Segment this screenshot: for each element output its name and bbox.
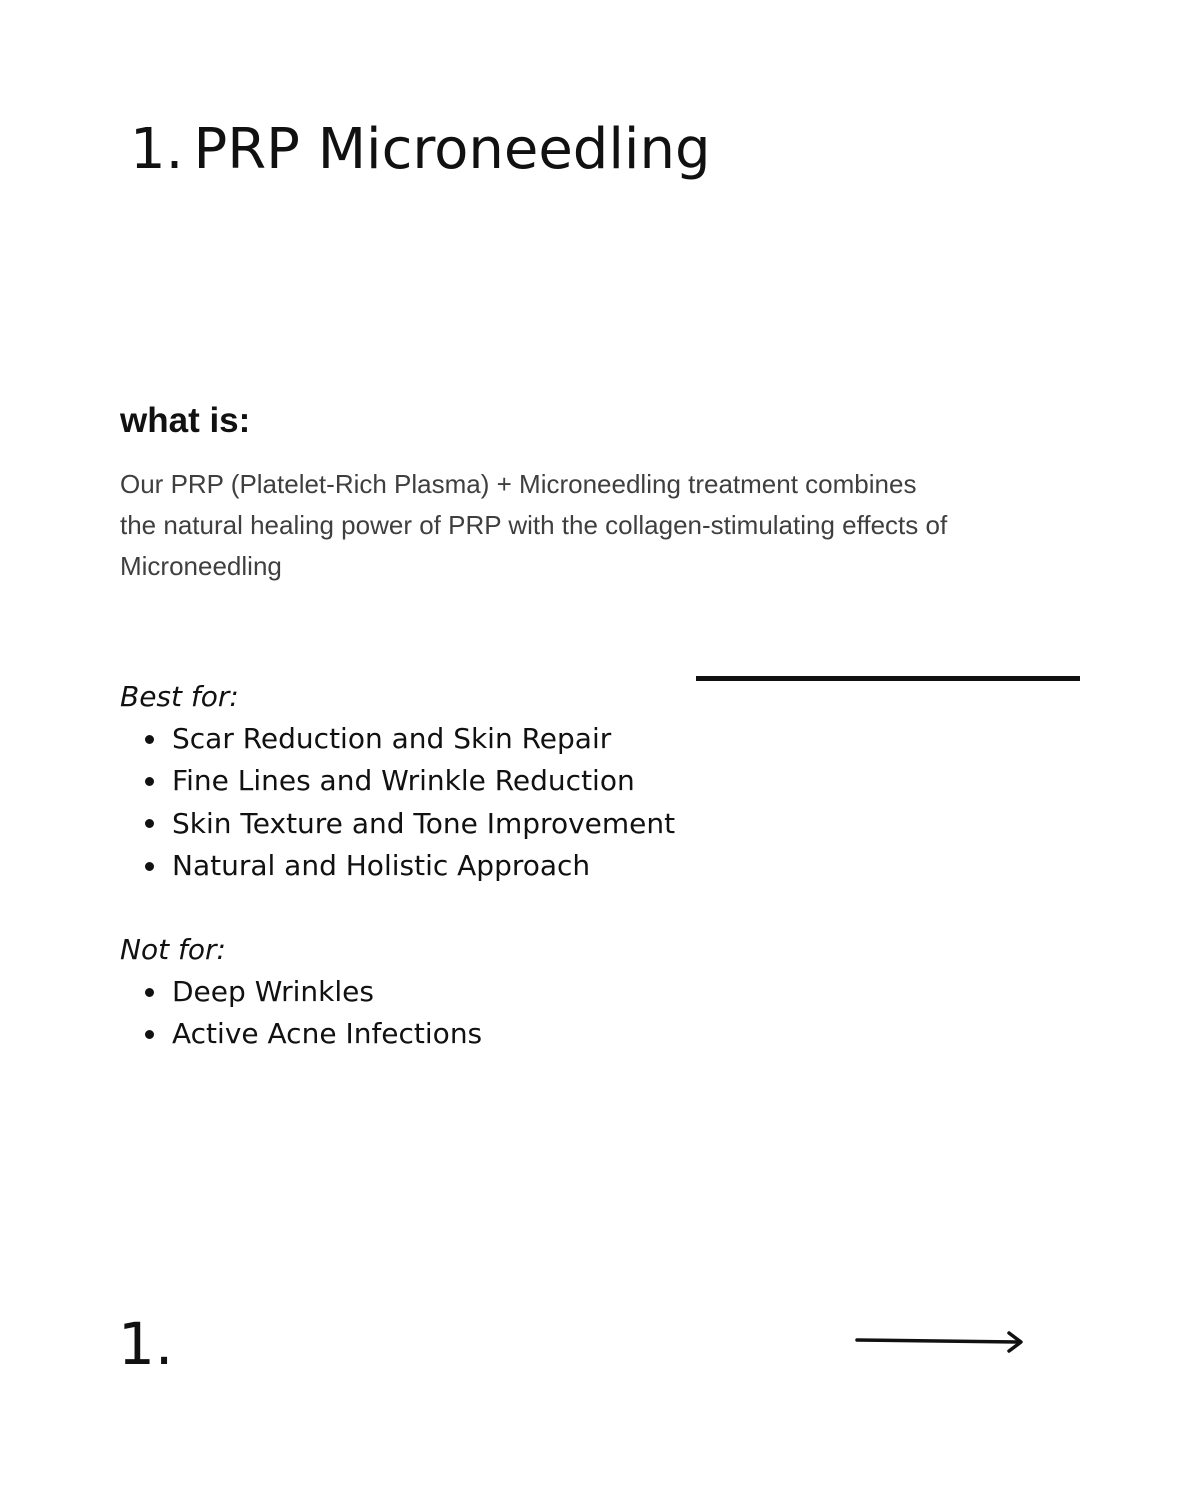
title-number: 1. bbox=[130, 117, 184, 182]
bullet-icon bbox=[145, 819, 154, 828]
best-for-list bbox=[145, 718, 675, 887]
not-for-list bbox=[145, 971, 482, 1056]
not-for-label: Not for: bbox=[120, 933, 226, 966]
not-for-item: Deep Wrinkles bbox=[172, 975, 374, 1008]
arrow-right-icon[interactable] bbox=[855, 1328, 1025, 1356]
list-item bbox=[145, 971, 482, 1013]
list-item bbox=[145, 845, 675, 887]
what-is-heading: what is: bbox=[120, 401, 251, 440]
best-for-label: Best for: bbox=[120, 680, 239, 713]
list-item bbox=[145, 1013, 482, 1055]
divider-line bbox=[696, 676, 1080, 681]
bullet-icon bbox=[145, 735, 154, 744]
page-number: 1. bbox=[118, 1310, 174, 1378]
treatment-description: Our PRP (Platelet-Rich Plasma) + Microneedling treatment combines the natural healing power of PRP with the collagen-stimulating effects of Microneedling bbox=[120, 469, 948, 581]
bullet-icon bbox=[145, 988, 154, 997]
best-for-item: Skin Texture and Tone Improvement bbox=[172, 806, 676, 840]
page-title bbox=[130, 118, 711, 182]
bullet-icon bbox=[145, 1030, 154, 1039]
list-item bbox=[145, 718, 675, 760]
list-item bbox=[145, 803, 675, 845]
best-for-item: Natural and Holistic Approach bbox=[172, 848, 591, 882]
best-for-item: Fine Lines and Wrinkle Reduction bbox=[172, 764, 635, 798]
title-text: PRP Microneedling bbox=[193, 117, 711, 182]
bullet-icon bbox=[145, 777, 154, 786]
list-item bbox=[145, 760, 675, 802]
not-for-item: Active Acne Infections bbox=[172, 1017, 483, 1051]
bullet-icon bbox=[145, 862, 154, 871]
best-for-item: Scar Reduction and Skin Repair bbox=[172, 722, 612, 755]
